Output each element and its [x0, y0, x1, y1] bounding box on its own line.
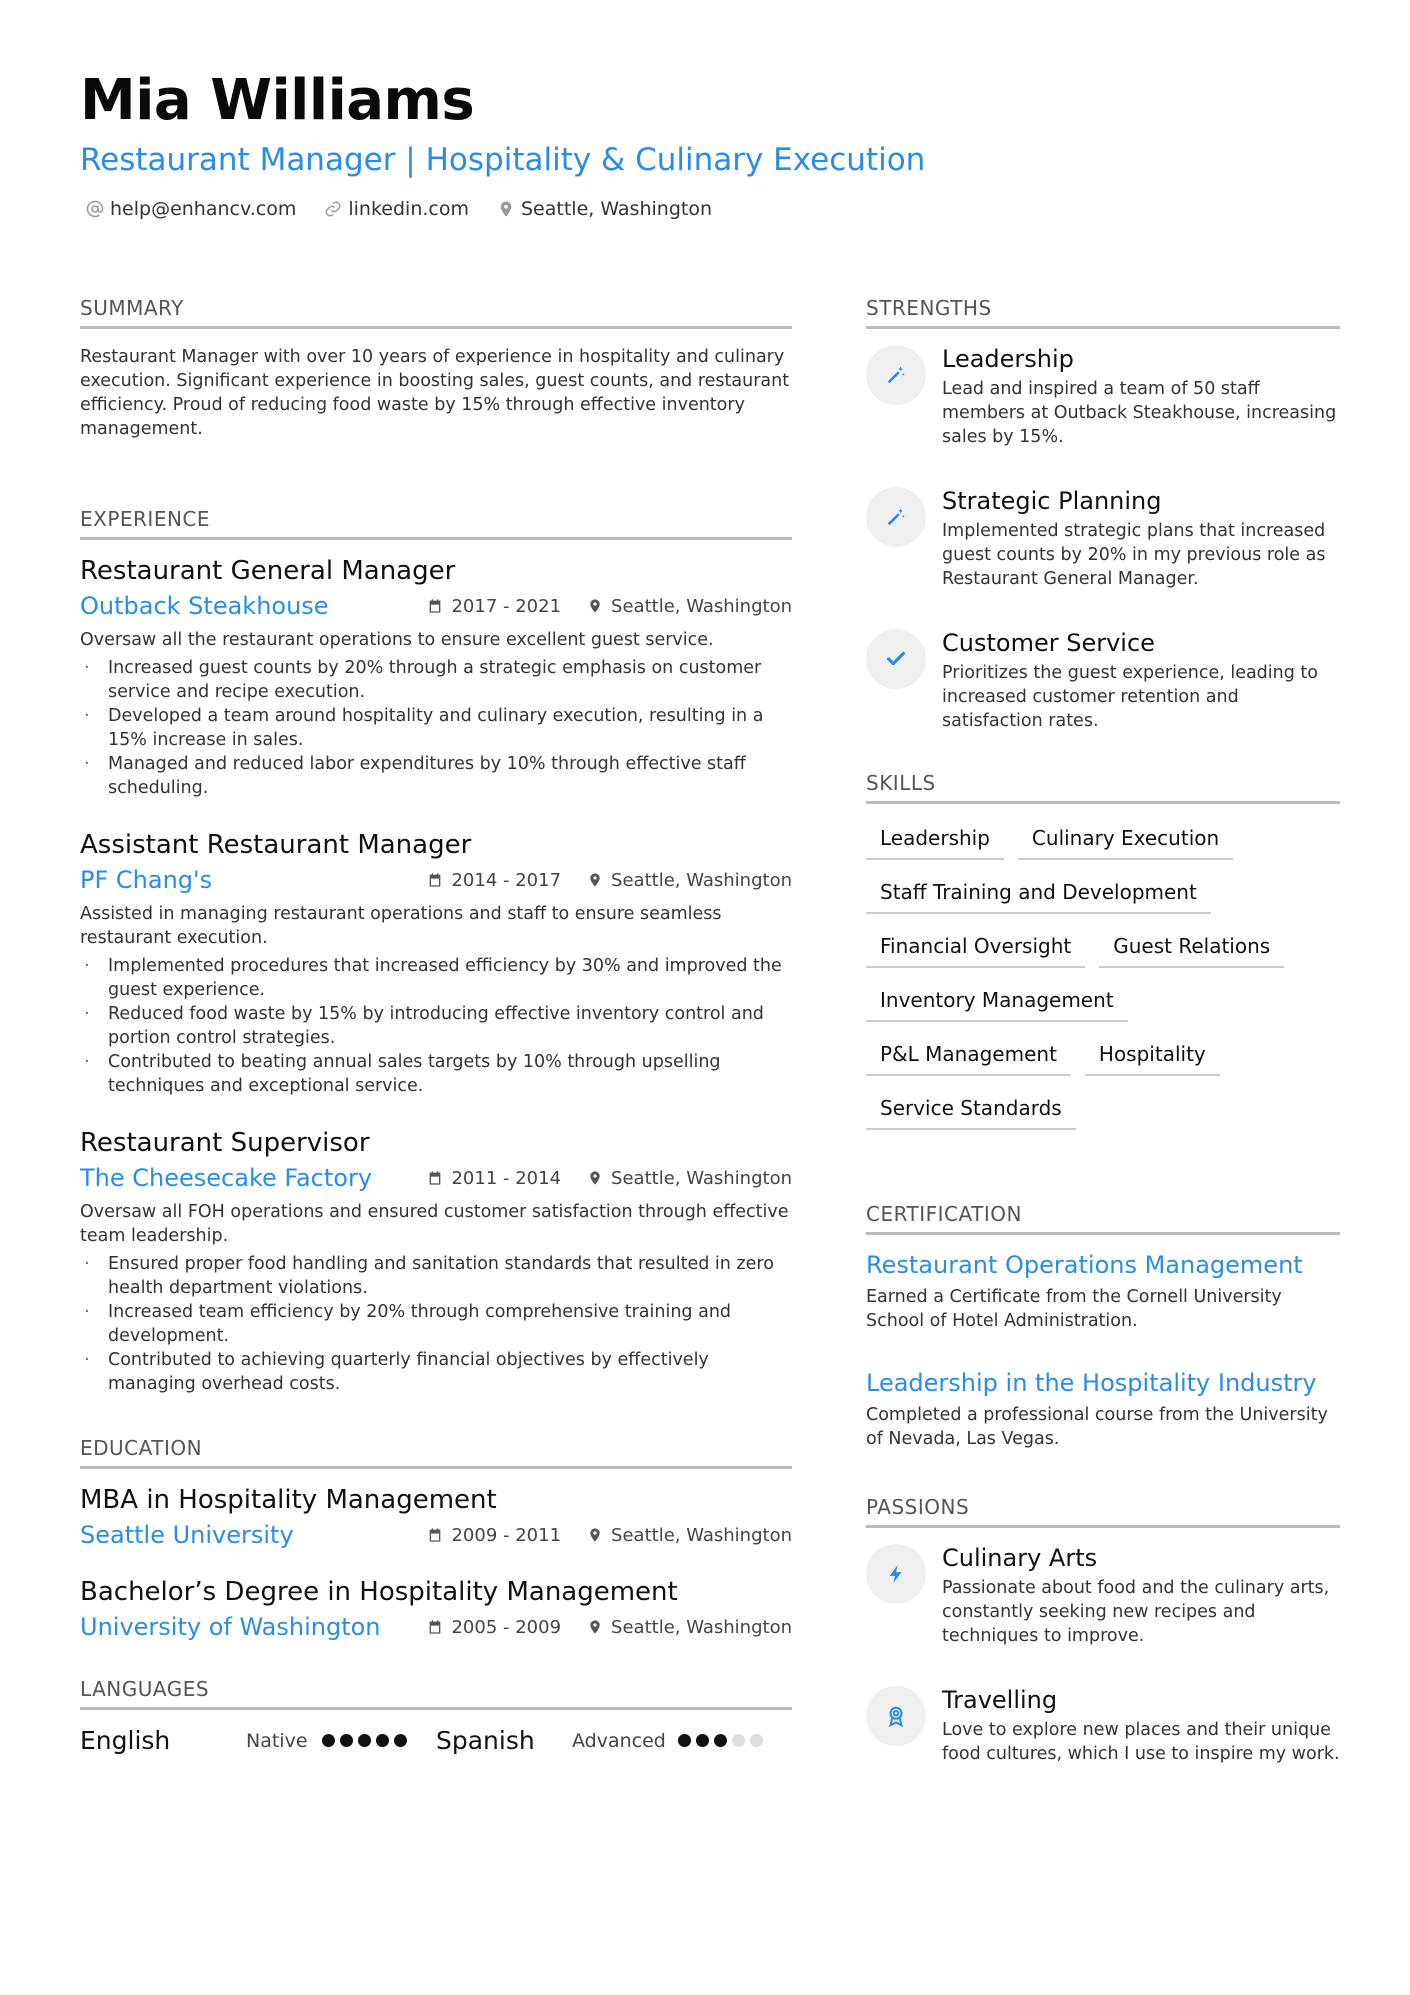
- strength-title: Customer Service: [942, 629, 1155, 657]
- rating-dot-filled: [322, 1734, 335, 1747]
- skill-tag: Financial Oversight: [866, 928, 1085, 968]
- strength-title: Leadership: [942, 345, 1074, 373]
- passion-description: Love to explore new places and their unique food cultures, which I use to inspire my work.: [942, 1720, 1340, 1764]
- job-dates: [427, 596, 561, 617]
- rating-dot-filled: [394, 1734, 407, 1747]
- contact-bar: [86, 198, 712, 220]
- location-pin-icon: [587, 1170, 603, 1186]
- passions-section: [866, 1495, 1340, 1766]
- skills-title: SKILLS: [866, 771, 1340, 804]
- rating-dot-filled: [358, 1734, 371, 1747]
- job-title: Restaurant General Manager: [80, 556, 456, 586]
- education-dates: [427, 1617, 561, 1638]
- job-dates: [427, 1168, 561, 1189]
- contact-email-text: help@enhancv.com: [110, 198, 297, 220]
- education-location: [587, 1525, 792, 1546]
- experience-item: [80, 1128, 792, 1396]
- strengths-section: [866, 296, 1340, 733]
- job-bullet: · Increased guest counts by 20% through a strategic emphasis on customer service and recipe execution.: [80, 656, 792, 704]
- education-section: [80, 1436, 792, 1641]
- link-icon: [324, 200, 342, 218]
- rating-dot-filled: [678, 1734, 691, 1747]
- job-location: [587, 870, 792, 891]
- job-title: Restaurant Supervisor: [80, 1128, 370, 1158]
- strength-item: [866, 345, 1340, 449]
- job-bullet: · Increased team efficiency by 20% through comprehensive training and development.: [80, 1300, 792, 1348]
- job-meta-row: [80, 866, 792, 894]
- summary-section: [80, 296, 792, 441]
- strength-title: Strategic Planning: [942, 487, 1162, 515]
- location-pin-icon: [587, 1619, 603, 1635]
- skill-tag: P&L Management: [866, 1036, 1071, 1076]
- contact-linkedin-text: linkedin.com: [348, 198, 469, 220]
- candidate-name: Mia Williams: [80, 68, 475, 133]
- languages-title: LANGUAGES: [80, 1677, 792, 1710]
- strengths-title: STRENGTHS: [866, 296, 1340, 329]
- company-name: PF Chang's: [80, 866, 213, 894]
- education-item: [80, 1577, 792, 1641]
- job-title: Assistant Restaurant Manager: [80, 830, 472, 860]
- location-pin-icon: [587, 1527, 603, 1543]
- award-ribbon-icon: [885, 1705, 907, 1727]
- right-column: [866, 296, 1340, 1804]
- skills-list: [866, 820, 1340, 1130]
- strength-item: [866, 629, 1340, 733]
- education-title: EDUCATION: [80, 1436, 792, 1469]
- job-bullets: [80, 656, 792, 800]
- job-bullets: [80, 1252, 792, 1396]
- magic-wand-icon: [885, 506, 907, 528]
- education-location-text: Seattle, Washington: [611, 1524, 792, 1546]
- job-bullet: · Developed a team around hospitality and culinary execution, resulting in a 15% increase in sales.: [80, 704, 792, 752]
- job-dates-text: 2017 - 2021: [451, 595, 562, 617]
- job-meta: [427, 1168, 792, 1189]
- skill-tag: Leadership: [866, 820, 1004, 860]
- skill-tag: Hospitality: [1085, 1036, 1220, 1076]
- experience-item: [80, 830, 792, 1098]
- language-name: Spanish: [436, 1726, 535, 1755]
- passion-item: [866, 1544, 1340, 1648]
- job-bullet: · Contributed to achieving quarterly financial objectives by effectively managing overhead costs.: [80, 1348, 792, 1396]
- job-bullet: · Ensured proper food handling and sanitation standards that resulted in zero health department violations.: [80, 1252, 792, 1300]
- checkmark-icon: [885, 648, 907, 670]
- contact-location-text: Seattle, Washington: [521, 198, 712, 220]
- language-name: English: [80, 1726, 171, 1755]
- skill-tag: Inventory Management: [866, 982, 1128, 1022]
- job-bullets: [80, 954, 792, 1098]
- left-column: [80, 296, 792, 1755]
- education-location: [587, 1617, 792, 1638]
- degree-title: Bachelor’s Degree in Hospitality Management: [80, 1577, 678, 1607]
- skill-tag: Staff Training and Development: [866, 874, 1211, 914]
- rating-dot-empty: [750, 1734, 763, 1747]
- summary-title: SUMMARY: [80, 296, 792, 329]
- passion-description: Passionate about food and the culinary arts, constantly seeking new recipes and techniques to improve.: [942, 1578, 1330, 1646]
- passion-icon-badge: [866, 1544, 926, 1604]
- strength-description: Implemented strategic plans that increased guest counts by 20% in my previous role as Restaurant General Manager.: [942, 521, 1326, 589]
- calendar-icon: [427, 1170, 443, 1186]
- certification-section: [866, 1202, 1340, 1451]
- education-dates-text: 2005 - 2009: [451, 1616, 562, 1638]
- job-dates-text: 2014 - 2017: [451, 869, 562, 891]
- magic-wand-icon: [885, 364, 907, 386]
- passion-item: [866, 1686, 1340, 1766]
- experience-section: [80, 507, 792, 1396]
- contact-location: [497, 198, 712, 220]
- passion-icon-badge: [866, 1686, 926, 1746]
- school-name: Seattle University: [80, 1521, 294, 1549]
- rating-dot-filled: [714, 1734, 727, 1747]
- strength-item: [866, 487, 1340, 591]
- calendar-icon: [427, 872, 443, 888]
- education-location-text: Seattle, Washington: [611, 1616, 792, 1638]
- job-location-text: Seattle, Washington: [611, 595, 792, 617]
- language-rating: [322, 1734, 407, 1747]
- passion-title: Culinary Arts: [942, 1544, 1098, 1572]
- job-bullet: · Implemented procedures that increased efficiency by 30% and improved the guest experience.: [80, 954, 792, 1002]
- rating-dot-filled: [696, 1734, 709, 1747]
- job-dates: [427, 870, 561, 891]
- certification-item: [866, 1369, 1340, 1451]
- rating-dot-empty: [732, 1734, 745, 1747]
- location-pin-icon: [587, 598, 603, 614]
- strength-description: Prioritizes the guest experience, leading to increased customer retention and satisfaction rates.: [942, 663, 1318, 731]
- rating-dot-filled: [340, 1734, 353, 1747]
- education-dates: [427, 1525, 561, 1546]
- certification-name: Leadership in the Hospitality Industry: [866, 1369, 1317, 1397]
- candidate-headline: Restaurant Manager | Hospitality & Culinary Execution: [80, 142, 926, 178]
- job-location-text: Seattle, Washington: [611, 869, 792, 891]
- strength-icon-badge: [866, 487, 926, 547]
- job-description: Assisted in managing restaurant operations and staff to ensure seamless restaurant execution.: [80, 904, 722, 948]
- experience-title: EXPERIENCE: [80, 507, 792, 540]
- skill-tag: Service Standards: [866, 1090, 1076, 1130]
- contact-email[interactable]: [86, 198, 296, 220]
- job-location: [587, 1168, 792, 1189]
- job-bullet: · Managed and reduced labor expenditures by 10% through effective staff scheduling.: [80, 752, 792, 800]
- summary-text: Restaurant Manager with over 10 years of experience in hospitality and culinary execution. Significant experience in boosting sales, guest counts, and restaurant efficiency. Proud of reducing food waste by 15% through effective inventory management.: [80, 347, 790, 439]
- job-location: [587, 596, 792, 617]
- languages-row: [80, 1726, 792, 1755]
- certification-description: Earned a Certificate from the Cornell University School of Hotel Administration.: [866, 1287, 1282, 1331]
- contact-linkedin[interactable]: [324, 198, 469, 220]
- certification-description: Completed a professional course from the University of Nevada, Las Vegas.: [866, 1405, 1328, 1449]
- job-bullet: · Reduced food waste by 15% by introducing effective inventory control and portion control strategies.: [80, 1002, 792, 1050]
- passion-title: Travelling: [942, 1686, 1058, 1714]
- company-name: Outback Steakhouse: [80, 592, 329, 620]
- skill-tag: Culinary Execution: [1018, 820, 1233, 860]
- job-bullet: · Contributed to beating annual sales targets by 10% through upselling techniques and exceptional service.: [80, 1050, 792, 1098]
- language-rating: [678, 1734, 763, 1747]
- education-meta-row: [80, 1613, 792, 1641]
- company-name: The Cheesecake Factory: [80, 1164, 373, 1192]
- certification-item: [866, 1251, 1340, 1333]
- rating-dot-filled: [376, 1734, 389, 1747]
- education-meta: [427, 1617, 792, 1638]
- certification-title: CERTIFICATION: [866, 1202, 1340, 1235]
- job-meta: [427, 870, 792, 891]
- skill-tag: Guest Relations: [1099, 928, 1284, 968]
- location-pin-icon: [497, 200, 515, 218]
- degree-title: MBA in Hospitality Management: [80, 1485, 497, 1515]
- lightning-bolt-icon: [885, 1563, 907, 1585]
- job-description: Oversaw all the restaurant operations to ensure excellent guest service.: [80, 630, 714, 650]
- language-item: [80, 1726, 436, 1755]
- skills-section: [866, 771, 1340, 1130]
- location-pin-icon: [587, 872, 603, 888]
- experience-item: [80, 556, 792, 800]
- job-meta-row: [80, 1164, 792, 1192]
- strength-icon-badge: [866, 629, 926, 689]
- language-item: [436, 1726, 792, 1755]
- strength-description: Lead and inspired a team of 50 staff members at Outback Steakhouse, increasing sales by 15%.: [942, 379, 1337, 447]
- passions-title: PASSIONS: [866, 1495, 1340, 1528]
- language-level: Native: [246, 1729, 308, 1752]
- calendar-icon: [427, 1527, 443, 1543]
- certification-name: Restaurant Operations Management: [866, 1251, 1303, 1279]
- education-meta-row: [80, 1521, 792, 1549]
- education-item: [80, 1485, 792, 1549]
- job-dates-text: 2011 - 2014: [451, 1167, 562, 1189]
- languages-section: [80, 1677, 792, 1755]
- education-dates-text: 2009 - 2011: [451, 1524, 562, 1546]
- strength-icon-badge: [866, 345, 926, 405]
- calendar-icon: [427, 1619, 443, 1635]
- school-name: University of Washington: [80, 1613, 381, 1641]
- calendar-icon: [427, 598, 443, 614]
- job-description: Oversaw all FOH operations and ensured customer satisfaction through effective team leadership.: [80, 1202, 789, 1246]
- education-meta: [427, 1525, 792, 1546]
- at-sign-icon: [86, 200, 104, 218]
- job-meta: [427, 596, 792, 617]
- job-location-text: Seattle, Washington: [611, 1167, 792, 1189]
- job-meta-row: [80, 592, 792, 620]
- language-level: Advanced: [572, 1729, 666, 1752]
